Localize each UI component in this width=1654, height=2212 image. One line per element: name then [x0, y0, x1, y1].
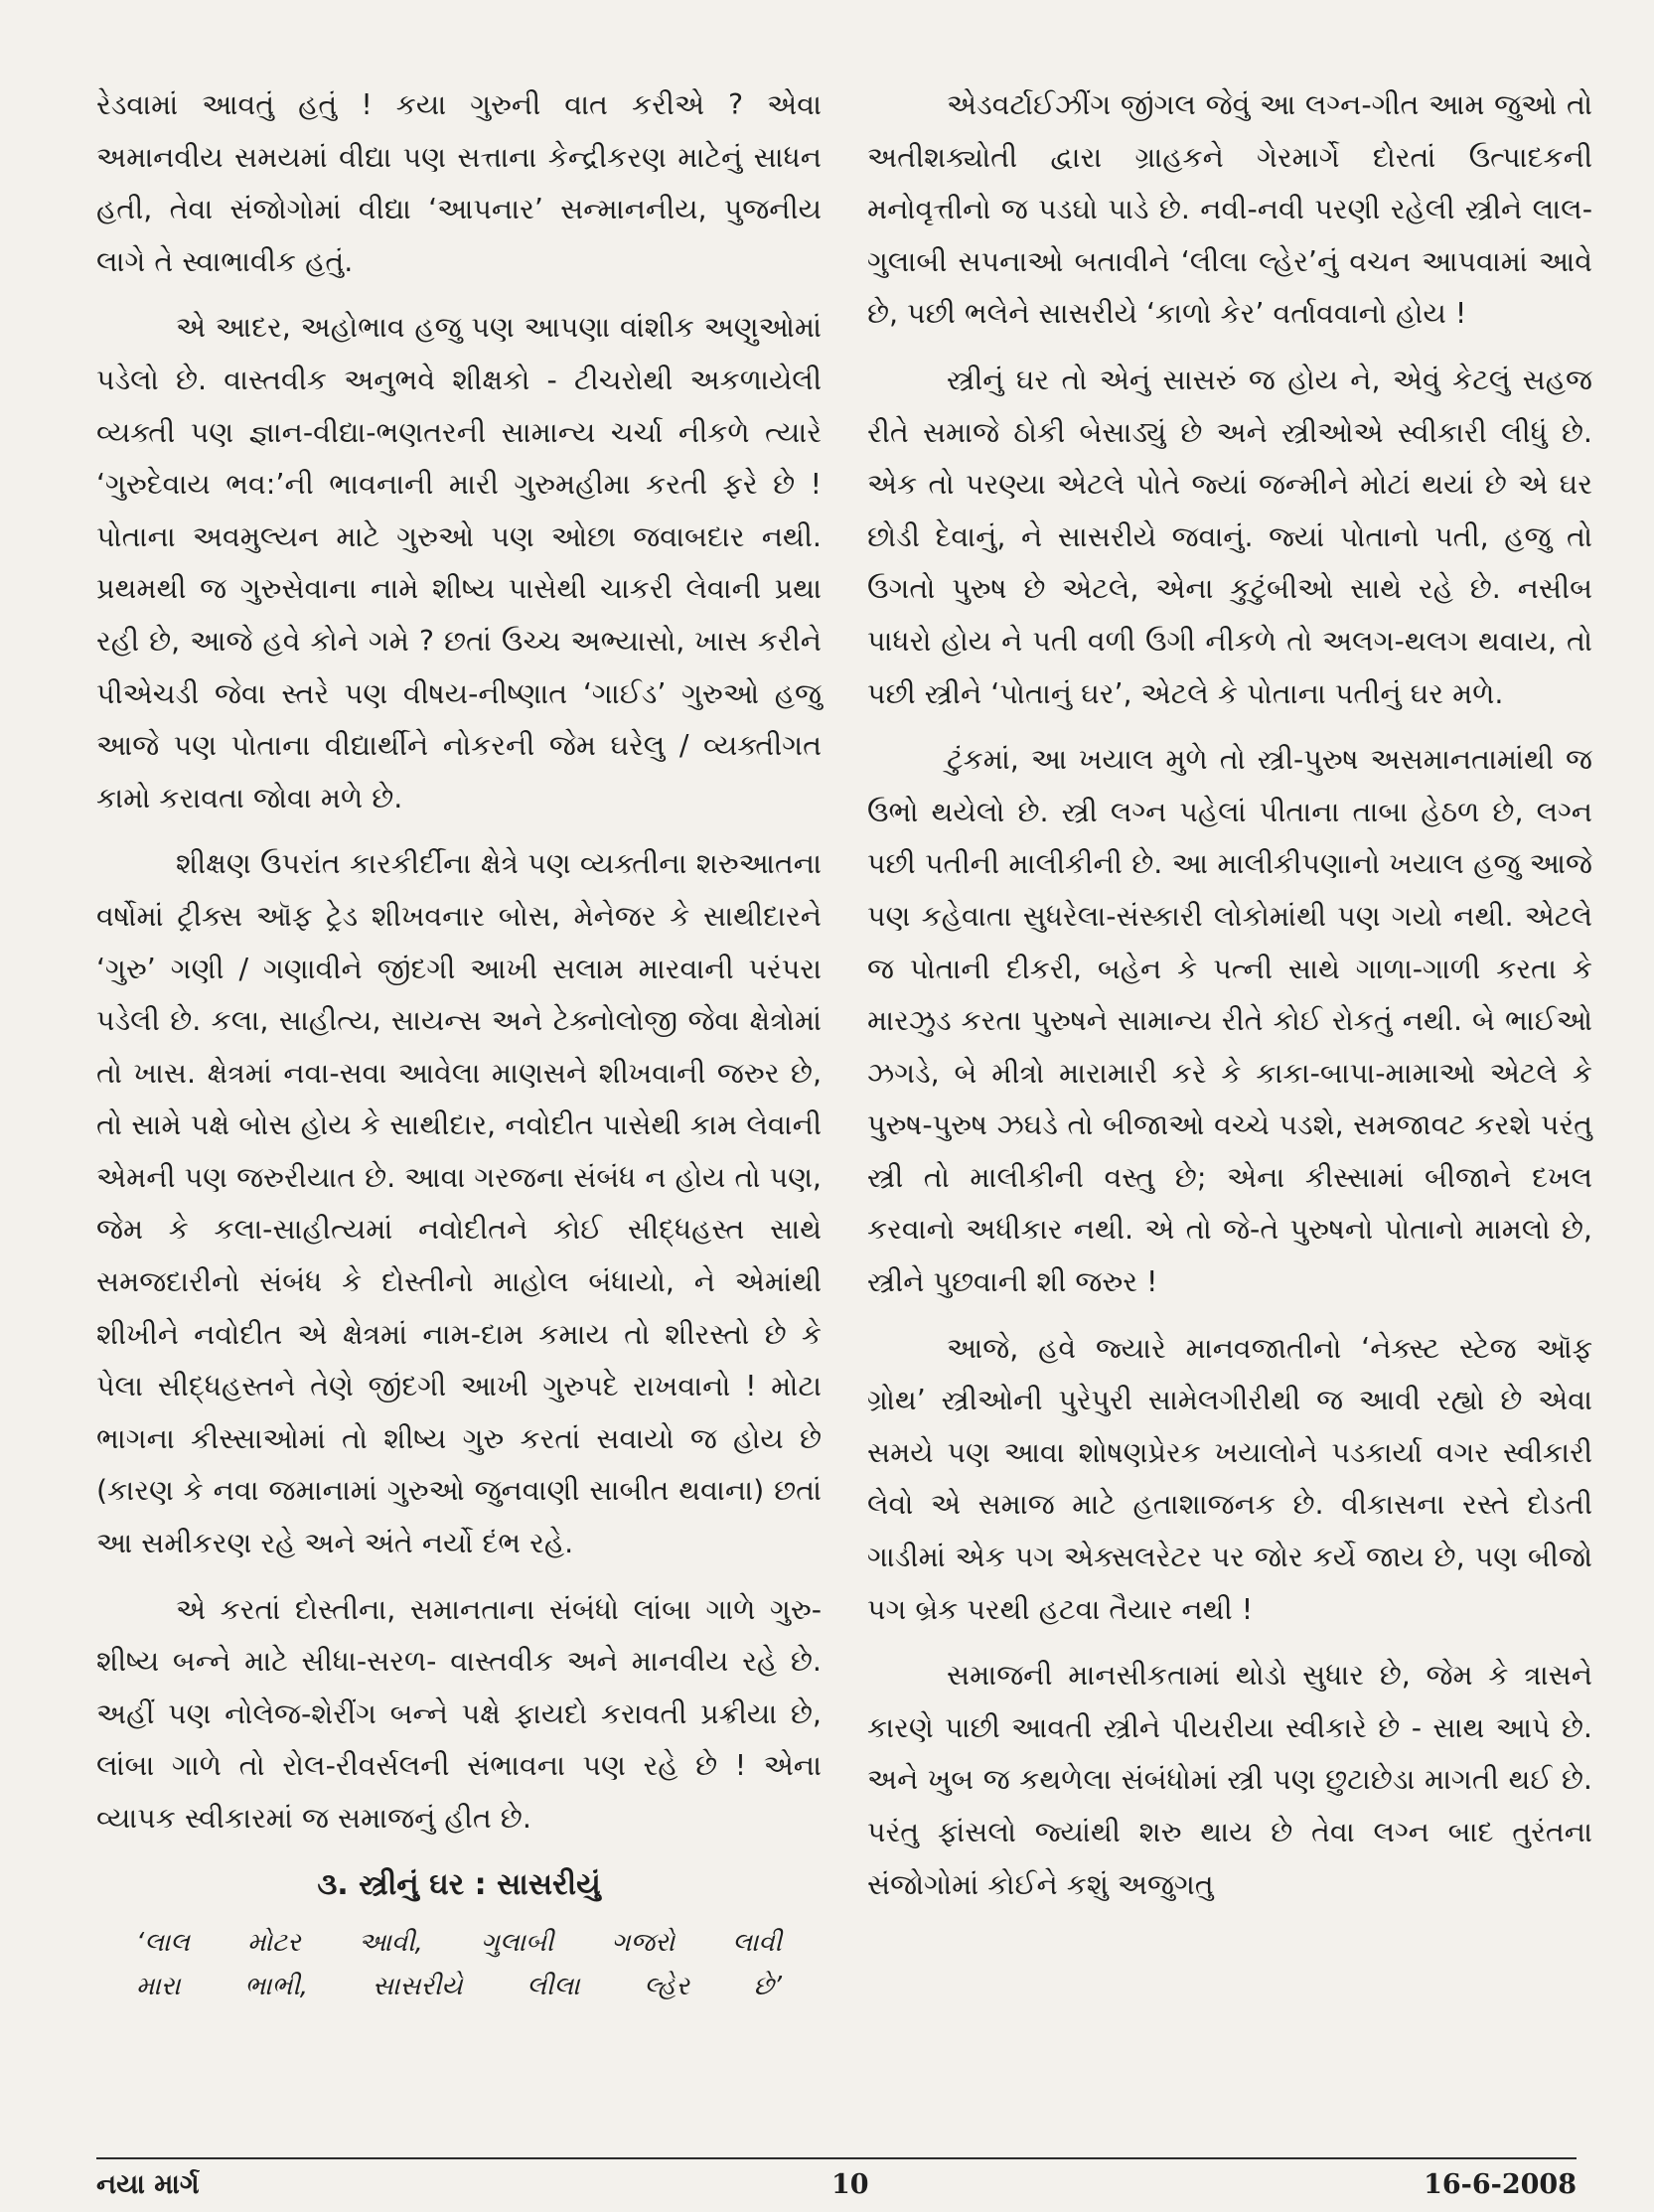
quote-line: મારા ભાભી, સાસરીયે લીલા લ્હેર છે’ [136, 1972, 782, 2002]
paragraph: રેડવામાં આવતું હતું ! કયા ગુરુની વાત કરીએ ? એવા અમાનવીય સમયમાં વીદ્યા પણ સત્તાના કેન્દ્રીકરણ માટેનું સાધન હતી, તેવા સંજોગોમાં વીદ્યા ‘આપનાર’ સન્માનનીય, પુજનીય લાગે તે સ્વાભાવીક હતું. [96, 88, 822, 278]
paragraph: એ કરતાં દોસ્તીના, સમાનતાના સંબંધો લાંબા ગાળે ગુરુ-શીષ્ય બન્ને માટે સીધા-સરળ- વાસ્તવીક અને માનવીય રહે છે. અહીં પણ નોલેજ-શેરીંગ બન્ને પક્ષે ફાયદો કરાવતી પ્રક્રીયા છે, લાંબા ગાળે તો રોલ-રીવર્સલની સંભાવના પણ રહે છે ! એના વ્યાપક સ્વીકારમાં જ સમાજનું હીત છે. [96, 1592, 822, 1835]
page-footer [96, 2157, 1577, 2200]
paragraph: સ્ત્રીનું ઘર તો એનું સાસરું જ હોય ને, એવું કેટલું સહજ રીતે સમાજે ઠોકી બેસાડ્યું છે અને સ્ત્રીઓએ સ્વીકારી લીધું છે. એક તો પરણ્યા એટલે પોતે જ્યાં જન્મીને મોટાં થયાં છે એ ઘર છોડી દેવાનું, ને સાસરીયે જવાનું. જ્યાં પોતાનો પતી, હજુ તો ઉગતો પુરુષ છે એટલે, એના કુટુંબીઓ સાથે રહે છે. નસીબ પાધરો હોય ને પતી વળી ઉગી નીકળે તો અલગ-થલગ થવાય, તો પછી સ્ત્રીને ‘પોતાનું ઘર’, એટલે કે પોતાના પતીનું ઘર મળે. [867, 363, 1592, 710]
song-quote [96, 1921, 822, 2008]
paragraph: સમાજની માનસીકતામાં થોડો સુધાર છે, જેમ કે ત્રાસને કારણે પાછી આવતી સ્ત્રીને પીયરીયા સ્વીકારે છે - સાથ આપે છે. અને ખુબ જ કથળેલા સંબંધોમાં સ્ત્રી પણ છુટાછેડા માગતી થઈ છે. પરંતુ ફાંસલો જ્યાંથી શરુ થાય છે તેવા લગ્ન બાદ તુરંતના સંજોગોમાં કોઈને કશું અજુગતુ [867, 1659, 1592, 1901]
left-column [96, 79, 822, 2008]
paragraph: ટુંકમાં, આ ખયાલ મુળે તો સ્ત્રી-પુરુષ અસમાનતામાંથી જ ઉભો થયેલો છે. સ્ત્રી લગ્ન પહેલાં પીતાના તાબા હેઠળ છે, લગ્ન પછી પતીની માલીકીની છે. આ માલીકીપણાનો ખયાલ હજુ આજે પણ કહેવાતા સુધરેલા-સંસ્કારી લોકોમાંથી પણ ગયો નથી. એટલે જ પોતાની દીકરી, બહેન કે પત્ની સાથે ગાળા-ગાળી કરતા કે મારઝુડ કરતા પુરુષને સામાન્ય રીતે કોઈ રોકતું નથી. બે ભાઈઓ ઝગડે, બે મીત્રો મારામારી કરે કે કાકા-બાપા-મામાઓ એટલે કે પુરુષ-પુરુષ ઝઘડે તો બીજાઓ વચ્ચે પડશે, સમજાવટ કરશે પરંતુ સ્ત્રી તો માલીકીની વસ્તુ છે; એના કીસ્સામાં બીજાને દખલ કરવાનો અધીકાર નથી. એ તો જે-તે પુરુષનો પોતાનો મામલો છે, સ્ત્રીને પુછવાની શી જરુર ! [867, 743, 1592, 1299]
paragraph: એડવર્ટાઈઝીંગ જીંગલ જેવું આ લગ્ન-ગીત આમ જુઓ તો અતીશક્યોતી દ્વારા ગ્રાહકને ગેરમાર્ગે દોરતાં ઉત્પાદકની મનોવૃત્તીનો જ પડઘો પાડે છે. નવી-નવી પરણી રહેલી સ્ત્રીને લાલ-ગુલાબી સપનાઓ બતાવીને ‘લીલા લ્હેર’નું વચન આપવામાં આવે છે, પછી ભલેને સાસરીયે ‘કાળો કેર’ વર્તાવવાનો હોય ! [867, 88, 1592, 331]
right-column [867, 79, 1592, 1925]
section-heading: ૩. સ્ત્રીનું ઘર : સાસરીયું [317, 1866, 601, 1902]
quote-line: ‘લાલ મોટર આવી, ગુલાબી ગજરો લાવી [136, 1928, 782, 1959]
paragraph: શીક્ષણ ઉપરાંત કારકીર્દીના ક્ષેત્રે પણ વ્યક્તીના શરુઆતના વર્ષોમાં ટ્રીક્સ ઑફ ટ્રેડ શીખવનાર બોસ, મેનેજર કે સાથીદારને ‘ગુરુ’ ગણી / ગણાવીને જીંદગી આખી સલામ મારવાની પરંપરા પડેલી છે. કલા, સાહીત્ય, સાયન્સ અને ટેક્નોલોજી જેવા ક્ષેત્રોમાં તો ખાસ. ક્ષેત્રમાં નવા-સવા આવેલા માણસને શીખવાની જરુર છે, તો સામે પક્ષે બોસ હોય કે સાથીદાર, નવોદીત પાસેથી કામ લેવાની એમની પણ જરુરીયાત છે. આવા ગરજના સંબંધ ન હોય તો પણ, જેમ કે કલા-સાહીત્યમાં નવોદીતને કોઈ સીદ્ધહસ્ત સાથે સમજદારીનો સંબંધ કે દોસ્તીનો માહોલ બંધાયો, ને એમાંથી શીખીને નવોદીત એ ક્ષેત્રમાં નામ-દામ કમાય તો શીરસ્તો છે કે પેલા સીદ્ધહસ્તને તેણે જીંદગી આખી ગુરુપદે રાખવાનો ! મોટા ભાગના કીસ્સાઓમાં તો શીષ્ય ગુરુ કરતાં સવાયો જ હોય છે (કારણ કે નવા જમાનામાં ગુરુઓ જુનવાણી સાબીત થવાના) છતાં આ સમીકરણ રહે અને અંતે નર્યો દંભ રહે. [96, 847, 822, 1560]
issue-date: 16-6-2008 [1424, 2169, 1577, 2200]
page-number: 10 [831, 2169, 869, 2200]
paragraph: એ આદર, અહોભાવ હજુ પણ આપણા વાંશીક અણુઓમાં પડેલો છે. વાસ્તવીક અનુભવે શીક્ષકો - ટીચરોથી અકળાયેલી વ્યક્તી પણ જ્ઞાન-વીદ્યા-ભણતરની સામાન્ય ચર્ચા નીકળે ત્યારે ‘ગુરુદેવાય ભવ:’ની ભાવનાની મારી ગુરુમહીમા કરતી ફરે છે ! પોતાના અવમુલ્યન માટે ગુરુઓ પણ ઓછા જવાબદાર નથી. પ્રથમથી જ ગુરુસેવાના નામે શીષ્ય પાસેથી ચાકરી લેવાની પ્રથા રહી છે, આજે હવે કોને ગમે ? છતાં ઉચ્ચ અભ્યાસો, ખાસ કરીને પીએચડી જેવા સ્તરે પણ વીષય-નીષ્ણાત ‘ગાઈડ’ ગુરુઓ હજુ આજે પણ પોતાના વીદ્યાર્થીને નોકરની જેમ ઘરેલુ / વ્યક્તીગત કામો કરાવતા જોવા મળે છે. [96, 311, 822, 814]
magazine-name: નયા માર્ગ [96, 2169, 200, 2200]
paragraph: આજે, હવે જ્યારે માનવજાતીનો ‘નેક્સ્ટ સ્ટેજ ઑફ ગ્રોથ’ સ્ત્રીઓની પુરેપુરી સામેલગીરીથી જ આવી રહ્યો છે એવા સમયે પણ આવા શોષણપ્રેરક ખયાલોને પડકાર્યા વગર સ્વીકારી લેવો એ સમાજ માટે હતાશાજનક છે. વીકાસના રસ્તે દોડતી ગાડીમાં એક પગ એક્સલરેટર પર જોર કર્યે જાય છે, પણ બીજો પગ બ્રેક પરથી હટવા તૈયાર નથી ! [867, 1331, 1592, 1626]
